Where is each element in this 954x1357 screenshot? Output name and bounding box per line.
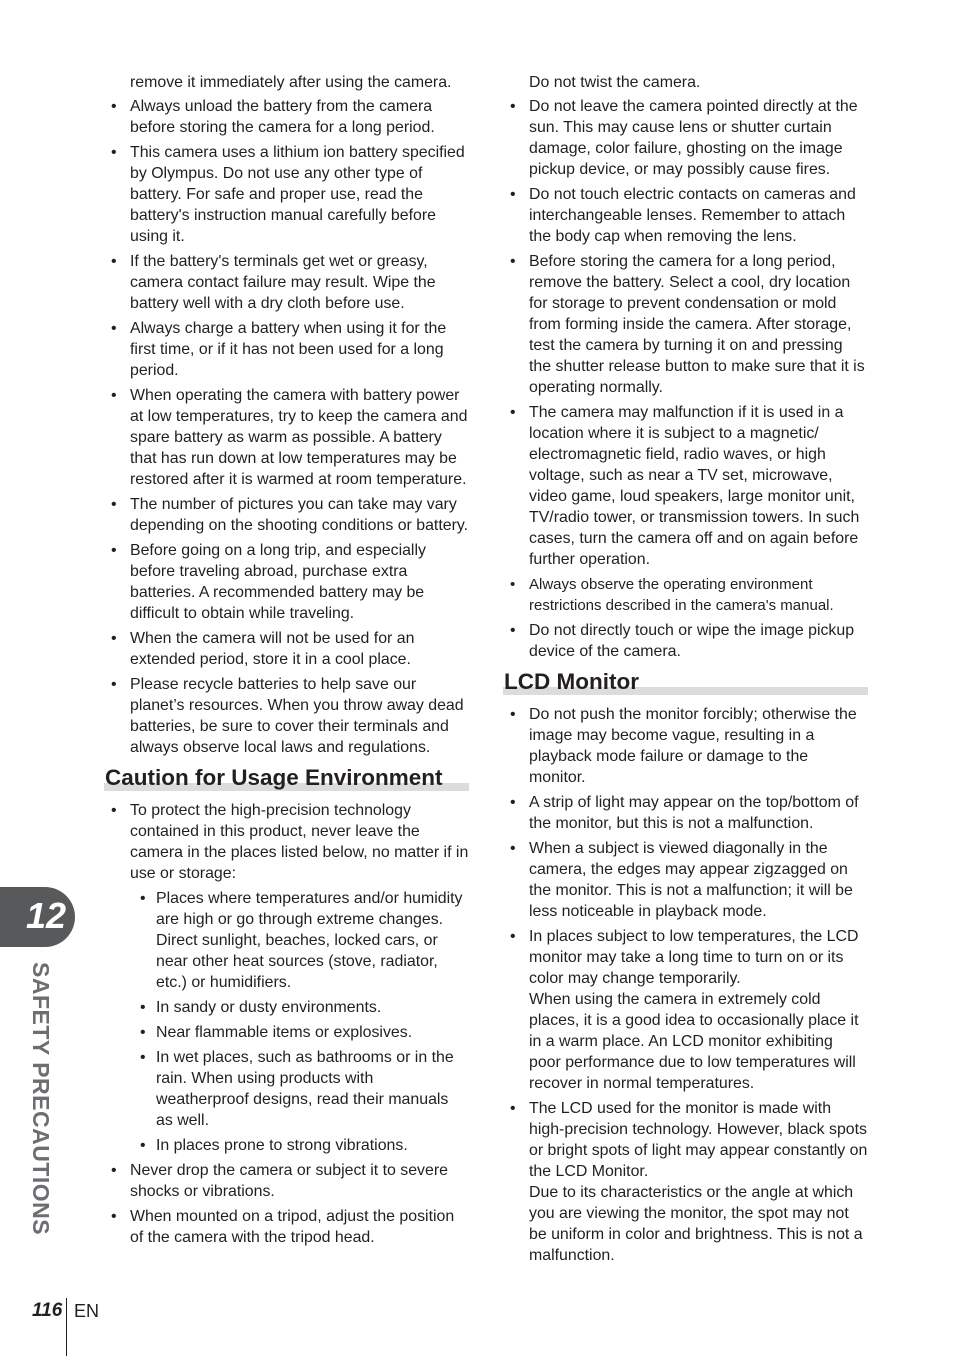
list-item: • When operating the camera with battery power at low temperatures, try to keep the camera and spare battery as warm as possible. A battery that has run down at low temperatures may be restored after it is warmed at room temperature. (104, 385, 469, 490)
list-item: • The camera may malfunction if it is used in a location where it is subject to a magnetic/ electromagnetic field, radio waves, or high voltage, such as near a TV set, microwave, video game, loud speakers, large monitor unit, TV/radio tower, or transmission towers. In such cases, turn the camera off and on again before further operation. (503, 402, 868, 570)
sublist-item: • Places where temperatures and/or humidity are high or go through extreme changes. Direct sunlight, beaches, locked cars, or near other heat sources (stove, radiator, etc.) or humidifiers. (130, 888, 469, 993)
footer-divider (66, 1298, 67, 1356)
list-item: • Do not push the monitor forcibly; otherwise the image may become vague, resulting in a playback mode failure or damage to the monitor. (503, 704, 868, 788)
list-item: • Do not touch electric contacts on cameras and interchangeable lenses. Remember to attach the body cap when removing the lens. (503, 184, 868, 247)
language-code: EN (74, 1301, 100, 1321)
paragraph: Due to its characteristics or the angle at which you are viewing the monitor, the spot may not be uniform in color and brightness. This is not a malfunction. (529, 1184, 863, 1264)
paragraph: When using the camera in extremely cold places, it is a good idea to occasionally place it in a warm place. An LCD monitor exhibiting poor performance due to low temperatures will recover in normal temperatures. (529, 991, 859, 1092)
list-item: • The number of pictures you can take may vary depending on the shooting conditions or battery. (104, 494, 469, 536)
battery-precautions-list (104, 96, 469, 758)
sublist-item: • In sandy or dusty environments. (130, 997, 469, 1018)
list-item: • Please recycle batteries to help save our planet’s resources. When you throw away dead batteries, be sure to cover their terminals and always observe local laws and regulations. (104, 674, 469, 758)
list-item: • This camera uses a lithium ion battery specified by Olympus. Do not use any other type of battery. For safe and proper use, read the battery's instruction manual carefully before using it. (104, 142, 469, 247)
list-item: • Always observe the operating environment restrictions described in the camera's manual. (503, 574, 868, 616)
list-item (104, 800, 469, 1156)
list-item (503, 926, 868, 1094)
usage-environment-heading: Caution for Usage Environment (104, 764, 469, 792)
chapter-title: SAFETY PRECAUTIONS (28, 962, 54, 1236)
list-item: • A strip of light may appear on the top/bottom of the monitor, but this is not a malfunction. (503, 792, 868, 834)
usage-environment-list (104, 800, 469, 1248)
sublist-item: • In places prone to strong vibrations. (130, 1135, 469, 1156)
sublist-item: • Near flammable items or explosives. (130, 1022, 469, 1043)
chapter-number: 12 (26, 895, 67, 936)
list-item: • If the battery's terminals get wet or greasy, camera contact failure may result. Wipe the battery well with a dry cloth before use. (104, 251, 469, 314)
list-item: • Before storing the camera for a long period, remove the battery. Select a cool, dry location for storage to prevent condensation or mold from forming inside the camera. After storage, test the camera by turning it on and pressing the shutter release button to make sure that it is operating normally. (503, 251, 868, 398)
places-sublist (130, 888, 469, 1156)
list-item: • Do not directly touch or wipe the image pickup device of the camera. (503, 620, 868, 662)
lcd-monitor-list (503, 704, 868, 1266)
list-item: • Do not leave the camera pointed directly at the sun. This may cause lens or shutter curtain damage, color failure, ghosting on the image pickup device, or may possibly cause fires. (503, 96, 868, 180)
paragraph: • The LCD used for the monitor is made with high-precision technology. However, black spots or bright spots of light may appear constantly on the LCD Monitor. (529, 1100, 868, 1180)
paragraph: • In places subject to low temperatures, the LCD monitor may take a long time to turn on or its color may change temporarily. (529, 928, 859, 987)
list-item: • Before going on a long trip, and especially before traveling abroad, purchase extra batteries. A recommended battery may be difficult to obtain while traveling. (104, 540, 469, 624)
sublist-item: • In wet places, such as bathrooms or in the rain. When using products with weatherproof designs, read their manuals as well. (130, 1047, 469, 1131)
list-item: • When mounted on a tripod, adjust the position of the camera with the tripod head. (104, 1206, 469, 1248)
right-column (503, 72, 868, 1270)
list-item: • Always charge a battery when using it for the first time, or if it has not been used for a long period. (104, 318, 469, 381)
usage-intro-text: • To protect the high-precision technology contained in this product, never leave the camera in the places listed below, no matter if in use or storage: (130, 802, 469, 882)
continued-text: remove it immediately after using the camera. (130, 74, 452, 91)
camera-handling-list (503, 96, 868, 662)
list-item: • When the camera will not be used for an extended period, store it in a cool place. (104, 628, 469, 670)
list-item: • Never drop the camera or subject it to severe shocks or vibrations. (104, 1160, 469, 1202)
continued-text: Do not twist the camera. (529, 74, 701, 91)
list-item: • Always unload the battery from the camera before storing the camera for a long period. (104, 96, 469, 138)
list-item (503, 1098, 868, 1266)
lcd-monitor-heading: LCD Monitor (503, 668, 868, 696)
list-item: • When a subject is viewed diagonally in the camera, the edges may appear zigzagged on the monitor. This is not a malfunction; it will be less noticeable in playback mode. (503, 838, 868, 922)
page-number: 116 (32, 1300, 63, 1321)
left-column (104, 72, 469, 1252)
